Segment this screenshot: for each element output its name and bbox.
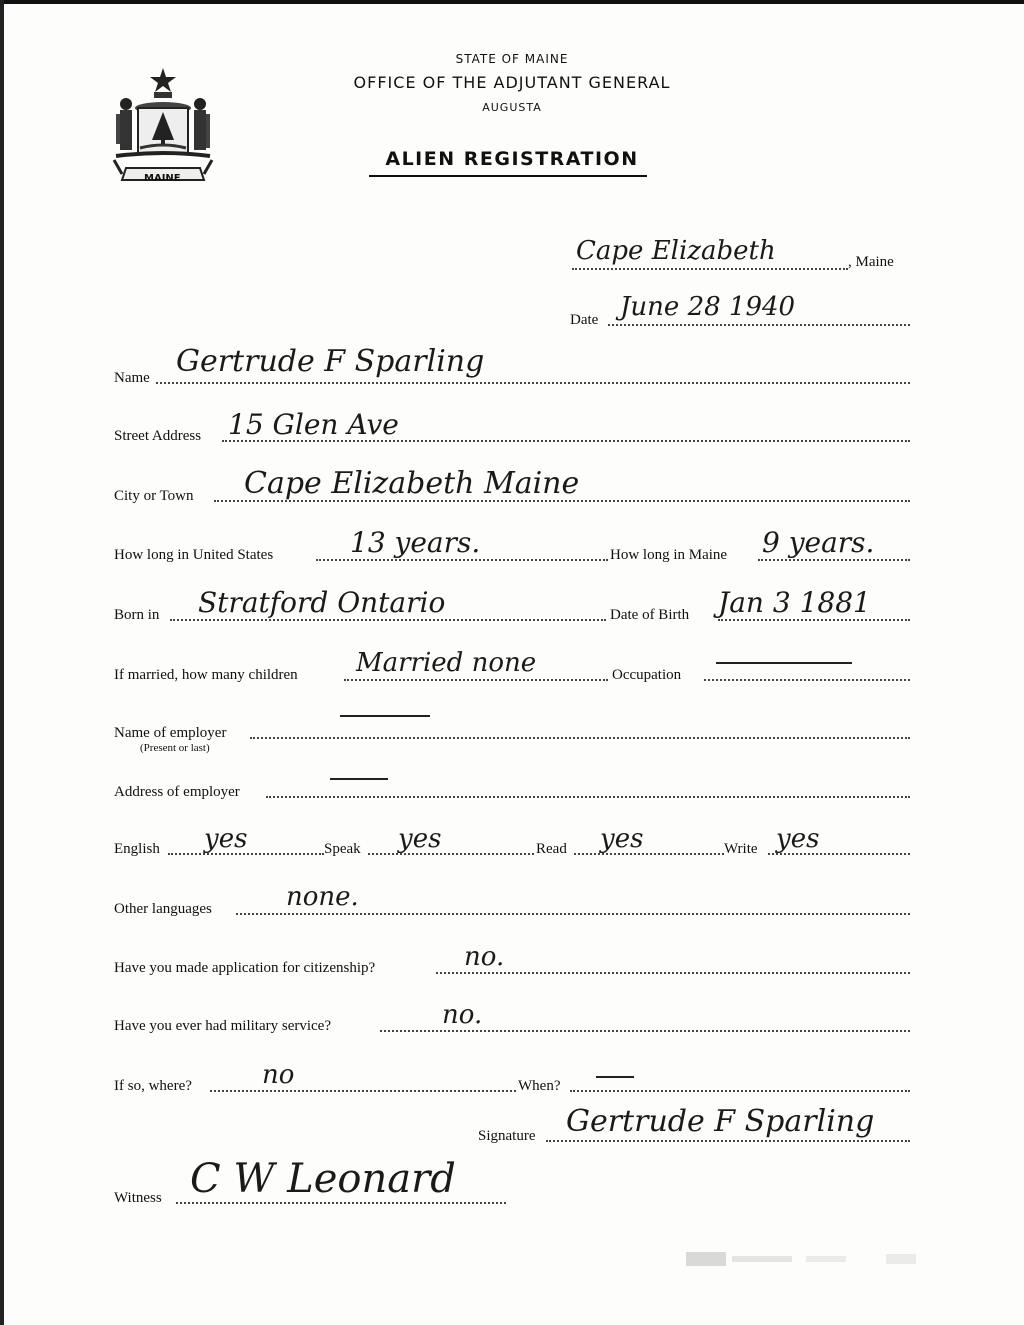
date-value: June 28 1940 [620, 292, 796, 322]
witness-value: C W Leonard [190, 1156, 456, 1202]
how-long-us-value: 13 years. [350, 526, 481, 559]
dob-label: Date of Birth [610, 607, 690, 623]
where-label: If so, where? [114, 1078, 192, 1094]
english-value: yes [204, 824, 248, 854]
employer-note: (Present or last) [140, 742, 210, 754]
signature-label: Signature [478, 1128, 536, 1144]
where-value: no [262, 1060, 295, 1090]
name-line [156, 382, 910, 384]
city-value: Cape Elizabeth Maine [244, 466, 580, 501]
date-line [608, 324, 910, 326]
how-long-us-label: How long in United States [114, 547, 274, 563]
born-in-line [170, 619, 606, 621]
when-dash [596, 1076, 634, 1078]
occupation-label: Occupation [612, 667, 682, 683]
signature-line [546, 1140, 910, 1142]
write-label: Write [724, 841, 758, 857]
town-line [572, 268, 848, 270]
occupation-dash [716, 662, 852, 664]
town-value: Cape Elizabeth [576, 236, 776, 266]
military-label: Have you ever had military service? [114, 1018, 331, 1034]
how-long-maine-line [758, 559, 910, 561]
city-label: City or Town [114, 488, 194, 504]
witness-label: Witness [114, 1190, 162, 1206]
how-long-us-line [316, 559, 608, 561]
employer-dash [340, 715, 430, 717]
scan-border-top [0, 0, 1024, 4]
children-line [344, 679, 608, 681]
dob-line [718, 619, 910, 621]
signature-value: Gertrude F Sparling [566, 1104, 875, 1139]
born-in-value: Stratford Ontario [198, 586, 446, 619]
citizenship-value: no. [464, 942, 505, 972]
maine-suffix-label: , Maine [848, 254, 894, 270]
read-label: Read [536, 841, 567, 857]
title-underline [369, 175, 647, 177]
how-long-maine-value: 9 years. [762, 526, 875, 559]
dob-value: Jan 3 1881 [718, 586, 871, 619]
street-label: Street Address [114, 428, 202, 444]
witness-line [176, 1202, 506, 1204]
page-title: ALIEN REGISTRATION [385, 148, 639, 170]
children-value: Married none [356, 648, 537, 678]
when-label: When? [518, 1078, 561, 1094]
scan-border-left [0, 0, 4, 1325]
seal-banner-text: MAINE [144, 173, 181, 184]
military-value: no. [442, 1000, 483, 1030]
state-heading: STATE OF MAINE [455, 52, 569, 66]
write-value: yes [776, 824, 820, 854]
office-heading: OFFICE OF THE ADJUTANT GENERAL [353, 73, 671, 92]
street-value: 15 Glen Ave [228, 408, 399, 441]
read-value: yes [600, 824, 644, 854]
speak-label: Speak [324, 841, 361, 857]
military-line [380, 1030, 910, 1032]
born-in-label: Born in [114, 607, 160, 623]
when-line [570, 1090, 910, 1092]
read-line [574, 853, 724, 855]
employer-address-dash [330, 778, 388, 780]
other-languages-label: Other languages [114, 901, 212, 917]
speak-line [368, 853, 534, 855]
employer-line [250, 737, 910, 739]
name-label: Name [114, 370, 150, 386]
other-languages-line [236, 913, 910, 915]
citizenship-line [436, 972, 910, 974]
other-languages-value: none. [286, 882, 359, 912]
employer-address-line [266, 796, 910, 798]
english-label: English [114, 841, 160, 857]
speak-value: yes [398, 824, 442, 854]
how-long-maine-label: How long in Maine [610, 547, 728, 563]
faint-stamp [686, 1248, 936, 1270]
date-label: Date [570, 312, 599, 328]
occupation-line [704, 679, 910, 681]
name-value: Gertrude F Sparling [176, 344, 485, 379]
children-label: If married, how many children [114, 667, 298, 683]
employer-address-label: Address of employer [114, 784, 240, 800]
employer-label: Name of employer [114, 725, 227, 741]
where-line [210, 1090, 516, 1092]
citizenship-label: Have you made application for citizenship? [114, 960, 376, 976]
city-heading: AUGUSTA [482, 101, 542, 114]
